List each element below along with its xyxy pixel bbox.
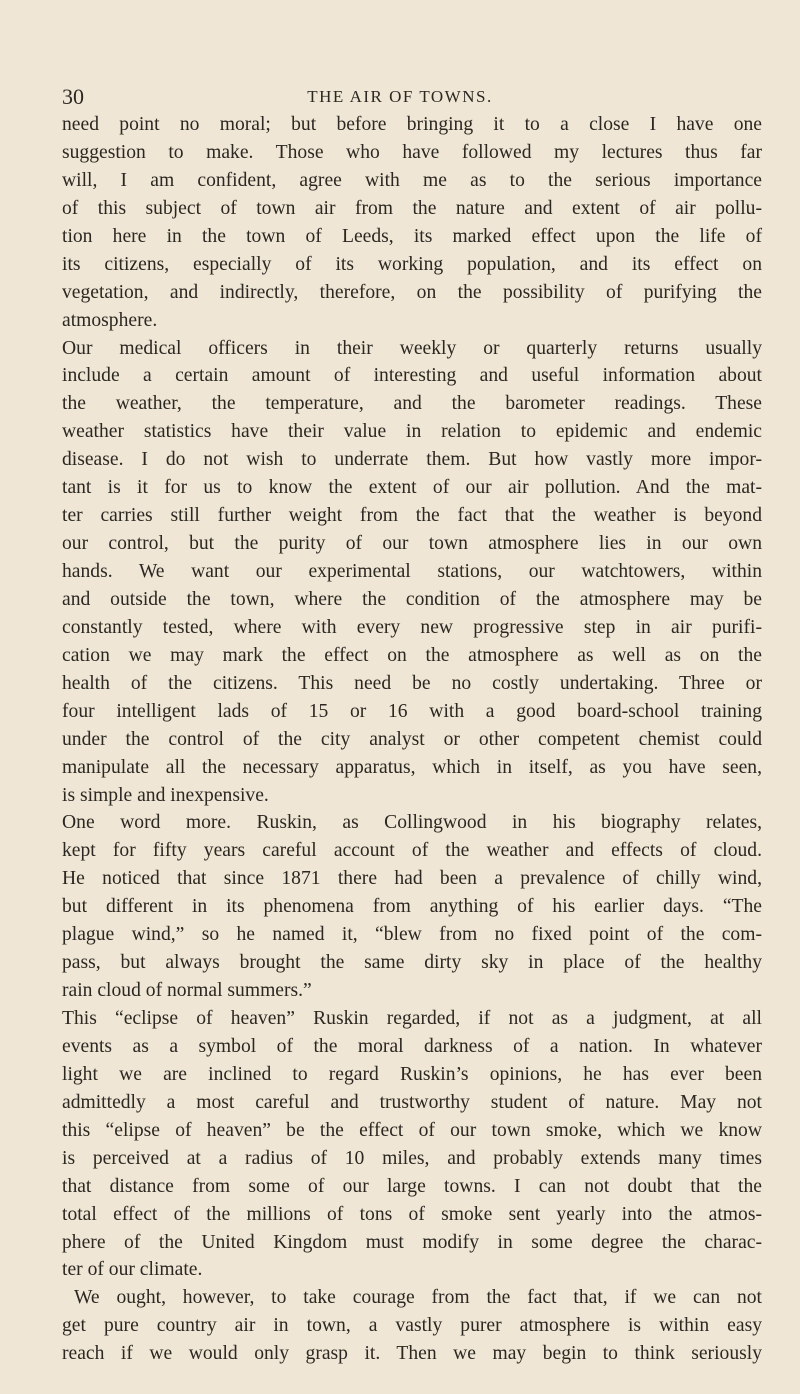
text-line: need point no moral; but before bringing it to a close I have one xyxy=(62,114,762,135)
text-line: admittedly a most careful and trustworthy student of nature. May not xyxy=(62,1091,762,1113)
text-line: atmosphere. xyxy=(62,309,158,331)
text-line: ter carries still further weight from the fact that the weather is beyond xyxy=(62,505,762,527)
text-line: of this subject of town air from the nature and extent of air pollu- xyxy=(62,197,762,219)
text-line: and outside the town, where the condition of the atmosphere may be xyxy=(62,588,762,610)
text-line: hands. We want our experimental stations, our watchtowers, within xyxy=(62,561,762,582)
text-line: cation we may mark the effect on the atmosphere as well as on the xyxy=(62,644,762,666)
text-line: constantly tested, where with every new progressive step in air purifi- xyxy=(62,616,762,638)
paragraph xyxy=(62,1005,762,1284)
paragraph xyxy=(62,111,762,335)
text-line: that distance from some of our large towns. I can not doubt that the xyxy=(62,1175,762,1197)
text-line: rain cloud of normal summers.” xyxy=(62,980,312,1002)
text-line: the weather, the temperature, and the barometer readings. These xyxy=(62,393,762,415)
text-line: health of the citizens. This need be no costly undertaking. Three or xyxy=(62,672,762,694)
text-line: manipulate all the necessary apparatus, which in itself, as you have seen, xyxy=(62,756,762,778)
text-line: plague wind,” so he named it, “blew from no fixed point of the com- xyxy=(62,924,762,946)
text-line: kept for fifty years careful account of the weather and effects of cloud. xyxy=(62,840,762,862)
body-text xyxy=(62,111,762,1368)
page-number: 30 xyxy=(62,84,84,109)
text-line: under the control of the city analyst or other competent chemist could xyxy=(62,728,762,750)
text-line: He noticed that since 1871 there had been a prevalence of chilly wind, xyxy=(62,868,762,890)
running-head: THE AIR OF TOWNS. xyxy=(307,87,493,106)
paragraph xyxy=(62,335,762,810)
paragraph xyxy=(62,1284,762,1368)
text-line: but different in its phenomena from anything of his earlier days. “The xyxy=(62,896,762,918)
text-line: our control, but the purity of our town atmosphere lies in our own xyxy=(62,533,762,555)
text-line: We ought, however, to take courage from the fact that, if we can not xyxy=(74,1287,762,1309)
text-line: will, I am confident, agree with me as to the serious importance xyxy=(62,169,762,191)
text-line: weather statistics have their value in relation to epidemic and endemic xyxy=(62,421,762,443)
text-line: tant is it for us to know the extent of our air pollution. And the mat- xyxy=(62,477,762,499)
text-line: ter of our climate. xyxy=(62,1259,203,1281)
text-line: phere of the United Kingdom must modify in some degree the charac- xyxy=(62,1231,762,1253)
text-line: include a certain amount of interesting and useful information about xyxy=(62,365,762,387)
text-line: light we are inclined to regard Ruskin’s opinions, he has ever been xyxy=(62,1063,762,1085)
text-line: suggestion to make. Those who have followed my lectures thus far xyxy=(62,141,762,163)
text-line: tion here in the town of Leeds, its marked effect upon the life of xyxy=(62,225,762,247)
text-line: four intelligent lads of 15 or 16 with a good board-school training xyxy=(62,700,762,722)
text-line: pass, but always brought the same dirty sky in place of the healthy xyxy=(62,952,762,974)
text-line: this “elipse of heaven” be the effect of our town smoke, which we know xyxy=(62,1119,762,1141)
text-line: get pure country air in town, a vastly purer atmosphere is within easy xyxy=(62,1315,762,1337)
text-line: is perceived at a radius of 10 miles, and probably extends many times xyxy=(62,1147,762,1169)
text-line: its citizens, especially of its working population, and its effect on xyxy=(62,253,762,275)
text-line: total effect of the millions of tons of smoke sent yearly into the atmos- xyxy=(62,1203,762,1225)
text-line: This “eclipse of heaven” Ruskin regarded, if not as a judgment, at all xyxy=(62,1008,762,1029)
text-line: is simple and inexpensive. xyxy=(62,784,269,806)
text-line: One word more. Ruskin, as Collingwood in his biography relates, xyxy=(62,812,762,834)
text-line: Our medical officers in their weekly or quarterly returns usually xyxy=(62,337,762,359)
text-line: events as a symbol of the moral darkness of a nation. In whatever xyxy=(62,1035,762,1057)
text-line: reach if we would only grasp it. Then we may begin to think seriously xyxy=(62,1343,762,1365)
text-line: disease. I do not wish to underrate them. But how vastly more impor- xyxy=(62,449,762,471)
paragraph xyxy=(62,809,762,1005)
text-line: vegetation, and indirectly, therefore, on the possibility of purifying the xyxy=(62,281,762,303)
